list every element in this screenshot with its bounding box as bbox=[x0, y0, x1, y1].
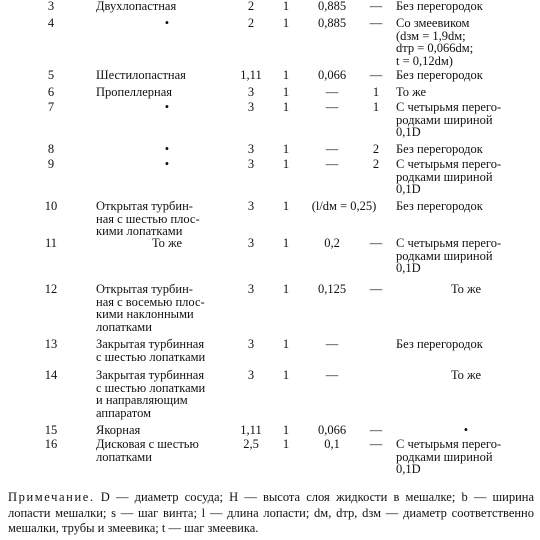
pitch-value: — bbox=[369, 0, 383, 13]
row-number: 8 bbox=[47, 142, 55, 156]
pitch-value: — bbox=[369, 16, 383, 30]
blade-ratio-value: — bbox=[325, 85, 339, 99]
row-number: 16 bbox=[44, 437, 58, 451]
row-note-line: Без перегородок bbox=[396, 68, 483, 82]
height-ratio-value: 1 bbox=[282, 157, 290, 171]
row-number: 11 bbox=[44, 236, 58, 250]
row-note-line: С четырьмя перего- bbox=[396, 437, 502, 451]
pitch-value: — bbox=[369, 236, 383, 250]
row-note bbox=[396, 237, 536, 275]
row-note bbox=[396, 101, 536, 139]
pitch-value: — bbox=[369, 68, 383, 82]
ratio-value: 3 bbox=[247, 368, 255, 382]
row-note bbox=[396, 17, 536, 67]
blade-ratio-value: 0,1 bbox=[324, 437, 340, 451]
mixer-type-line: Шестилопастная bbox=[96, 68, 186, 82]
row-note-line: 0,1D bbox=[396, 462, 421, 476]
height-ratio-value: 1 bbox=[282, 0, 290, 13]
row-note-line: С четырьмя перего- bbox=[396, 100, 502, 114]
row-number: 14 bbox=[44, 368, 58, 382]
row-number: 3 bbox=[47, 0, 55, 13]
row-note-line: Без перегородок bbox=[396, 0, 483, 13]
height-ratio-value: 1 bbox=[282, 199, 290, 213]
height-ratio-value: 1 bbox=[282, 68, 290, 82]
blade-ratio-value: (l/dм = 0,25) bbox=[311, 199, 377, 213]
row-note-line: (dзм = 1,9dм; bbox=[396, 28, 466, 43]
row-note-line: dтр = 0,066dм; bbox=[396, 41, 474, 55]
mixer-type bbox=[96, 424, 238, 437]
ratio-value: 3 bbox=[247, 236, 255, 250]
mixer-type bbox=[96, 283, 238, 333]
mixer-type-line: с шестью лопатками bbox=[96, 380, 206, 395]
row-note-line: То же bbox=[396, 85, 427, 99]
row-note bbox=[396, 438, 536, 476]
mixer-type-line: Двухлопастная bbox=[96, 0, 177, 13]
mixer-type bbox=[96, 200, 238, 238]
row-number: 10 bbox=[44, 199, 58, 213]
mixer-type-line: кими наклонными bbox=[96, 307, 194, 321]
blade-ratio-value: — bbox=[325, 337, 339, 351]
mixer-type-line: лопатками bbox=[96, 319, 152, 334]
blade-ratio-value: 0,2 bbox=[324, 236, 340, 250]
ratio-value: 3 bbox=[247, 142, 255, 156]
height-ratio-value: 1 bbox=[282, 100, 290, 114]
row-number: 15 bbox=[44, 423, 58, 437]
row-note-line: родками шириной bbox=[396, 449, 493, 464]
blade-ratio-value: 0,066 bbox=[317, 423, 347, 437]
row-note bbox=[396, 143, 536, 156]
row-note-line: • bbox=[463, 423, 469, 437]
row-note-line: С четырьмя перего- bbox=[396, 157, 502, 171]
mixer-type-line: Открытая турбин- bbox=[96, 199, 193, 213]
height-ratio-value: 1 bbox=[282, 437, 290, 451]
blade-ratio-value: 0,066 bbox=[317, 68, 347, 82]
height-ratio-value: 1 bbox=[282, 85, 290, 99]
ratio-value: 2,5 bbox=[243, 437, 259, 451]
row-note bbox=[396, 369, 536, 382]
mixer-type-line: • bbox=[164, 157, 170, 171]
blade-ratio-value: — bbox=[325, 157, 339, 171]
mixer-type-line: Якорная bbox=[96, 423, 141, 437]
row-number: 4 bbox=[47, 16, 55, 30]
pitch-value: 1 bbox=[372, 85, 380, 99]
pitch-value: 1 bbox=[372, 100, 380, 114]
blade-ratio-value: — bbox=[325, 100, 339, 114]
row-note-line: родками шириной bbox=[396, 248, 493, 263]
mixer-type-line: То же bbox=[151, 236, 183, 250]
ratio-value: 1,11 bbox=[240, 68, 262, 82]
mixer-type-line: с шестью лопатками bbox=[96, 349, 206, 364]
mixer-type bbox=[96, 0, 238, 13]
footnote-text: D — диаметр сосуда; H — высота слоя жидкости в мешалке; b — ширина лопасти мешалки; s — шаг винта; l — длина лопасти; dм, dтр, dзм — диаметр соответственно мешалки, трубы и змеевика; t — шаг змеевика. bbox=[8, 490, 535, 535]
mixer-type-line: Закрытая турбинная bbox=[96, 368, 205, 382]
row-note-line: Со змеевиком bbox=[396, 16, 470, 30]
height-ratio-value: 1 bbox=[282, 282, 290, 296]
row-note-line: С четырьмя перего- bbox=[396, 236, 502, 250]
height-ratio-value: 1 bbox=[282, 16, 290, 30]
mixer-type-line: ная с шестью плос- bbox=[96, 211, 200, 226]
mixer-type-line: • bbox=[164, 16, 170, 30]
mixer-type bbox=[96, 369, 238, 419]
mixer-type-line: Закрытая турбинная bbox=[96, 337, 205, 351]
blade-ratio-value: — bbox=[325, 368, 339, 382]
row-number: 9 bbox=[47, 157, 55, 171]
mixer-type-line: Открытая турбин- bbox=[96, 282, 193, 296]
mixer-type-line: ная с восемью плос- bbox=[96, 294, 205, 309]
height-ratio-value: 1 bbox=[282, 236, 290, 250]
mixer-type-line: кими лопатками bbox=[96, 224, 183, 238]
mixer-type-line: лопатками bbox=[96, 449, 152, 464]
ratio-value: 1,11 bbox=[240, 423, 262, 437]
row-note bbox=[396, 424, 536, 437]
row-note bbox=[396, 338, 536, 351]
ratio-value: 3 bbox=[247, 85, 255, 99]
row-note-line: 0,1D bbox=[396, 182, 421, 196]
blade-ratio-value: — bbox=[325, 142, 339, 156]
row-note bbox=[396, 0, 536, 13]
pitch-value: 2 bbox=[372, 157, 380, 171]
pitch-value: — bbox=[369, 282, 383, 296]
row-note bbox=[396, 200, 536, 213]
row-note-line: родками шириной bbox=[396, 112, 493, 127]
height-ratio-value: 1 bbox=[282, 368, 290, 382]
mixer-type-line: • bbox=[164, 100, 170, 114]
mixer-type bbox=[96, 438, 238, 463]
ratio-value: 3 bbox=[247, 100, 255, 114]
mixer-type-line: аппаратом bbox=[96, 405, 152, 420]
mixer-type bbox=[96, 17, 238, 30]
pitch-value: 2 bbox=[372, 142, 380, 156]
row-note bbox=[396, 69, 536, 82]
blade-ratio-value: 0,885 bbox=[317, 16, 347, 30]
height-ratio-value: 1 bbox=[282, 423, 290, 437]
table-footnote bbox=[8, 490, 534, 537]
ratio-value: 3 bbox=[247, 337, 255, 351]
mixer-type bbox=[96, 237, 238, 250]
row-note-line: t = 0,12dм) bbox=[396, 53, 453, 68]
row-number: 12 bbox=[44, 282, 58, 296]
row-note bbox=[396, 283, 536, 296]
row-note-line: родками шириной bbox=[396, 169, 493, 184]
row-note-line: То же bbox=[450, 282, 482, 296]
height-ratio-value: 1 bbox=[282, 337, 290, 351]
ratio-value: 2 bbox=[247, 0, 255, 13]
mixer-type-line: • bbox=[164, 142, 170, 156]
ratio-value: 2 bbox=[247, 16, 255, 30]
mixer-type bbox=[96, 143, 238, 156]
footnote-lead: Примечание. bbox=[8, 490, 95, 504]
mixer-type-line: Дисковая с шестью bbox=[96, 437, 199, 451]
mixer-type bbox=[96, 338, 238, 363]
height-ratio-value: 1 bbox=[282, 142, 290, 156]
ratio-value: 3 bbox=[247, 282, 255, 296]
ratio-value: 3 bbox=[247, 199, 255, 213]
mixer-type bbox=[96, 69, 238, 82]
blade-ratio-value: 0,125 bbox=[317, 282, 347, 296]
row-note-line: Без перегородок bbox=[396, 142, 483, 156]
ratio-value: 3 bbox=[247, 157, 255, 171]
row-note-line: Без перегородок bbox=[396, 199, 483, 213]
blade-ratio-value: 0,885 bbox=[317, 0, 347, 13]
row-note-line: 0,1D bbox=[396, 125, 421, 139]
mixer-type bbox=[96, 86, 238, 99]
row-note-line: То же bbox=[450, 368, 482, 382]
row-note bbox=[396, 86, 536, 99]
row-number: 13 bbox=[44, 337, 58, 351]
row-note-line: 0,1D bbox=[396, 261, 421, 275]
row-number: 6 bbox=[47, 85, 55, 99]
mixer-type bbox=[96, 101, 238, 114]
pitch-value: — bbox=[369, 437, 383, 451]
mixer-type bbox=[96, 158, 238, 171]
mixer-type-line: и направляющим bbox=[96, 393, 188, 407]
row-note bbox=[396, 158, 536, 196]
row-number: 5 bbox=[47, 68, 55, 82]
pitch-value: — bbox=[369, 423, 383, 437]
mixer-type-line: Пропеллерная bbox=[96, 85, 173, 99]
row-number: 7 bbox=[47, 100, 55, 114]
row-note-line: Без перегородок bbox=[396, 337, 483, 351]
